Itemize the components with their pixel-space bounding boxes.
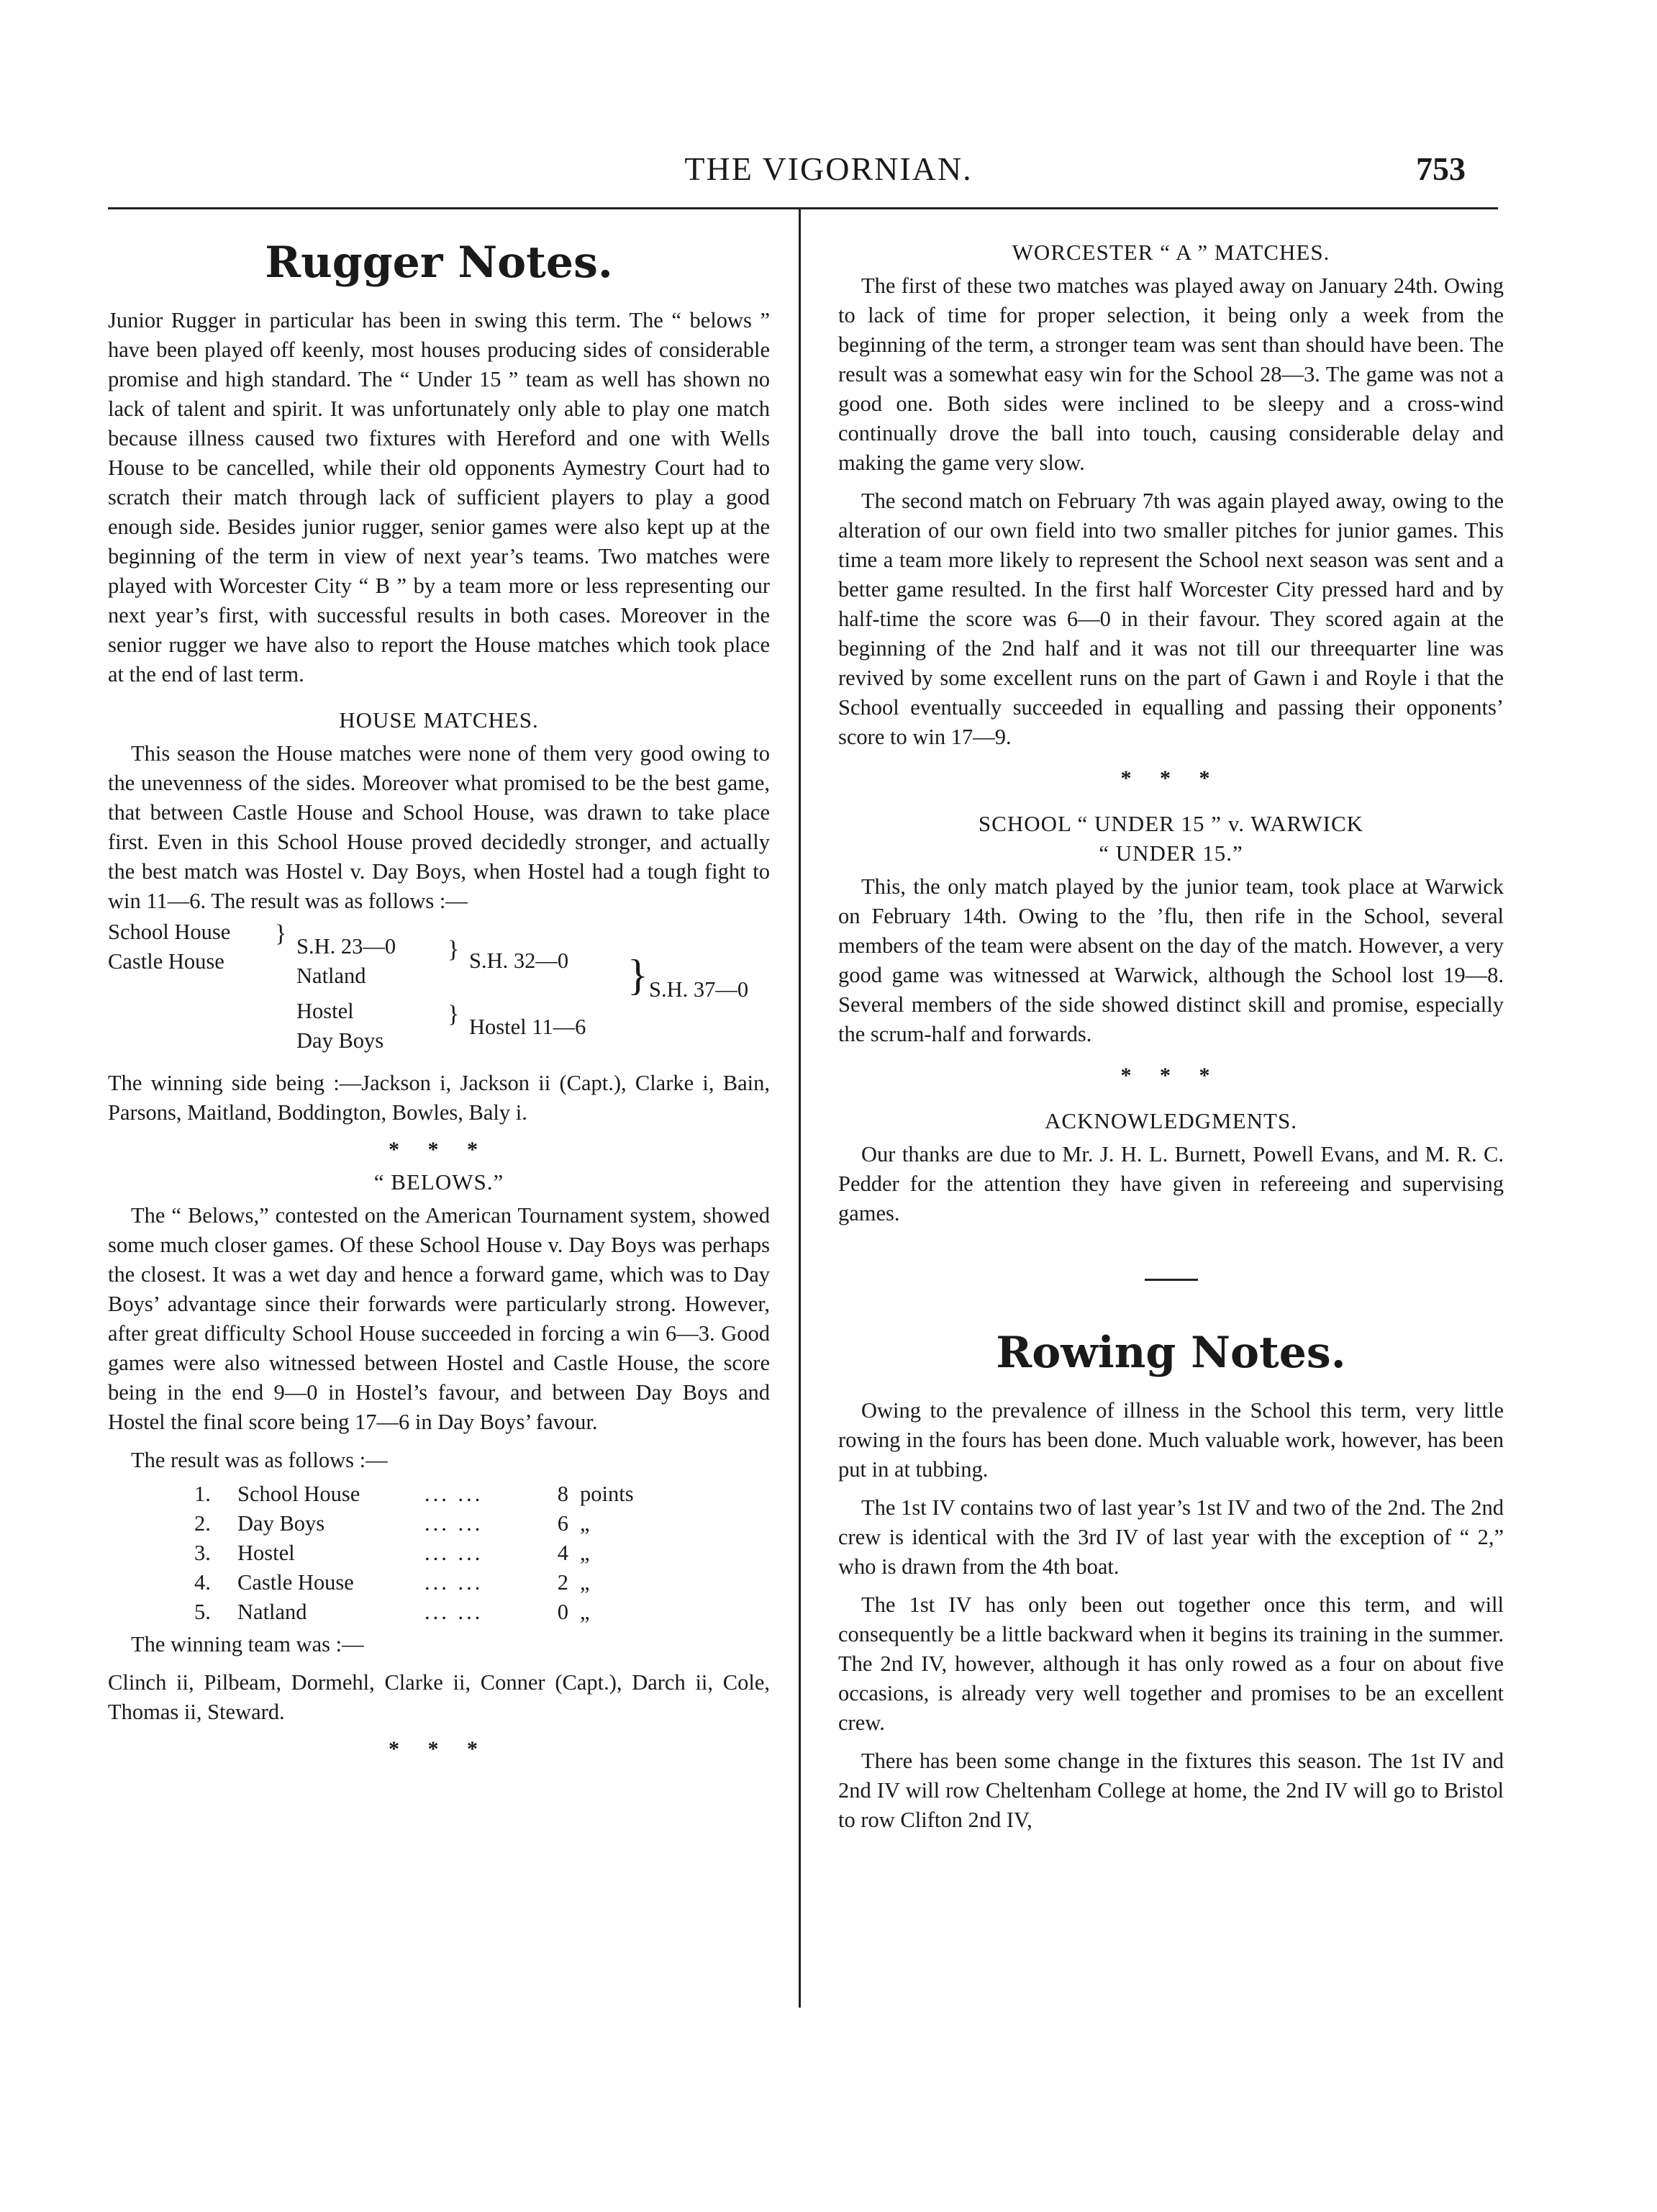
rowing-paragraph-2: The 1st IV contains two of last year’s 1st IV and two of the 2nd. The 2nd crew is identical with the 3rd IV of last year with the exception of “ 2,” who is drawn from the 4th boat. (838, 1495, 1504, 1579)
bracket-team: Day Boys (296, 1028, 384, 1053)
result-points: 8 (557, 1482, 568, 1506)
right-column (838, 216, 1504, 1835)
result-house: Hostel (237, 1541, 295, 1565)
result-unit: „ (580, 1511, 590, 1536)
result-intro: The result was as follows :— (131, 1448, 388, 1472)
result-rank: 5. (194, 1600, 211, 1624)
acknowledgments-heading: ACKNOWLEDGMENTS. (1045, 1108, 1297, 1133)
house-matches-heading: HOUSE MATCHES. (339, 707, 539, 733)
house-matches-paragraph: This season the House matches were none of them very good owing to the unevenness of the sides. Moreover what promised to be the best game, that between Castle House and School House, was drawn to take place first. Even in this School House proved decidedly stronger, and actually the best match was Hostel v. Day Boys, when Hostel had a tough fight to win 11—6. The result was as follows :— (108, 741, 770, 913)
rowing-paragraph-3: The 1st IV has only been out together once this term, and will consequently be a little backward when it begins its training in the summer. The 2nd IV, however, although it has only rowed as a four on about five occasions, is already very well together and promises to be an excellent crew. (838, 1592, 1504, 1735)
result-rank: 3. (194, 1541, 211, 1565)
bracket-brace: } (448, 1001, 460, 1028)
section-asterisks: * * * (389, 1737, 489, 1761)
results-row (194, 1479, 673, 1509)
belows-heading: “ BELOWS.” (373, 1169, 504, 1195)
result-dots: ... ... (425, 1570, 484, 1595)
results-row (194, 1509, 673, 1538)
result-house: Castle House (237, 1570, 354, 1595)
header-rule (108, 207, 1498, 209)
result-points: 4 (557, 1541, 568, 1565)
bracket-team: School House (108, 920, 231, 944)
winning-side-paragraph: The winning side being :—Jackson i, Jackson ii (Capt.), Clarke i, Bain, Parsons, Maitland, Boddington, Bowles, Baly i. (108, 1071, 770, 1125)
result-dots: ... ... (425, 1482, 484, 1506)
results-row (194, 1538, 673, 1568)
rowing-paragraph-1: Owing to the prevalence of illness in the School this term, very little rowing in the fours has been done. Much valuable work, however, has been put in at tubbing. (838, 1398, 1504, 1482)
acknowledgments-paragraph: Our thanks are due to Mr. J. H. L. Burnett, Powell Evans, and M. R. C. Pedder for the attention they have given in refereeing and supervising games. (838, 1142, 1504, 1225)
section-asterisks: * * * (1120, 1064, 1222, 1087)
result-unit: „ (580, 1541, 590, 1565)
result-house: Day Boys (237, 1511, 325, 1536)
result-rank: 4. (194, 1570, 211, 1595)
result-points: 2 (557, 1570, 568, 1595)
bracket-result: Hostel 11—6 (469, 1015, 586, 1039)
worcester-paragraph-1: The first of these two matches was played away on January 24th. Owing to lack of time for proper selection, it being only a week from the beginning of the term, a stronger team was sent than should have been. The result was a somewhat easy win for the School 28—3. The game was not a good one. Both sides were inclined to be sleepy and a cross-wind continually drove the ball into touch, causing considerable delay and making the game very slow. (838, 273, 1504, 475)
column-divider (799, 209, 801, 2008)
result-unit: „ (580, 1570, 590, 1595)
warwick-heading-line-1: SCHOOL “ UNDER 15 ” v. WARWICK (978, 811, 1364, 836)
section-divider (1145, 1279, 1198, 1281)
bracket-result: S.H. 32—0 (469, 948, 569, 973)
result-dots: ... ... (425, 1541, 484, 1565)
bracket-team: Natland (296, 964, 366, 988)
winning-team-intro: The winning team was :— (131, 1632, 364, 1656)
bracket-brace: } (275, 920, 287, 947)
results-row (194, 1597, 673, 1627)
result-unit: „ (580, 1600, 590, 1624)
section-asterisks: * * * (389, 1138, 489, 1161)
section-asterisks: * * * (1120, 766, 1222, 790)
rowing-paragraph-4: There has been some change in the fixtures this season. The 1st IV and 2nd IV will row Cheltenham College at home, the 2nd IV will go to Bristol to row Clifton 2nd IV, (838, 1749, 1504, 1832)
result-points: 6 (557, 1511, 568, 1536)
result-dots: ... ... (425, 1600, 484, 1624)
belows-paragraph: The “ Belows,” contested on the American Tournament system, showed some much closer games. Of these School House v. Day Boys was perhaps the closest. It was a wet day and hence a forward game, which was to Day Boys’ advantage since their forwards were particularly strong. However, after great difficulty School House succeeded in forcing a win 6—3. Good games were also witnessed between Hostel and Castle House, the score being in the end 9—0 in Hostel’s favour, and between Day Boys and Hostel the final score being 17—6 in Day Boys’ favour. (108, 1203, 770, 1434)
left-column (108, 216, 770, 1764)
results-row (194, 1568, 673, 1597)
belows-results-table (194, 1479, 673, 1627)
worcester-heading: WORCESTER “ A ” MATCHES. (1012, 240, 1330, 265)
house-match-bracket (108, 917, 770, 1069)
result-dots: ... ... (425, 1511, 484, 1536)
bracket-brace: } (627, 951, 648, 999)
bracket-result: S.H. 23—0 (296, 934, 396, 958)
result-unit: points (580, 1482, 634, 1506)
result-rank: 2. (194, 1511, 211, 1536)
warwick-heading-line-2: “ UNDER 15.” (1099, 840, 1243, 866)
rugger-notes-title: Rugger Notes. (265, 237, 613, 288)
result-rank: 1. (194, 1482, 211, 1506)
winning-team-paragraph: Clinch ii, Pilbeam, Dormehl, Clarke ii, Conner (Capt.), Darch ii, Cole, Thomas ii, Steward. (108, 1670, 770, 1724)
page-number: 753 (1416, 150, 1466, 187)
rowing-notes-title: Rowing Notes. (996, 1328, 1346, 1378)
result-points: 0 (557, 1600, 568, 1624)
worcester-paragraph-2: The second match on February 7th was again played away, owing to the alteration of our own field into two smaller pitches for junior games. This time a team more likely to represent the School next season was sent and a better game resulted. In the first half Worcester City pressed hard and by half-time the score was 6—0 in their favour. They scored again at the beginning of the 2nd half and it was not till our threequarter line was revived by some excellent runs on the part of Gawn i and Royle i that the School eventually succeeded in equalling and passing their opponents’ score to win 17—9. (838, 489, 1504, 749)
result-house: Natland (237, 1600, 307, 1624)
result-house: School House (237, 1482, 360, 1506)
bracket-result: S.H. 37—0 (649, 977, 749, 1002)
warwick-paragraph: This, the only match played by the junior team, took place at Warwick on February 14th. Owing to the ’flu, then rife in the School, several members of the team were absent on the day of the match. However, a very good game was witnessed at Warwick, although the School lost 19—8. Several members of the side showed distinct skill and promise, especially the scrum-half and forwards. (838, 874, 1504, 1046)
bracket-team: Hostel (296, 999, 354, 1023)
rugger-intro-paragraph: Junior Rugger in particular has been in swing this term. The “ belows ” have been played off keenly, most houses producing sides of considerable promise and high standard. The “ Under 15 ” team as well has shown no lack of talent and spirit. It was unfortunately only able to play one match because illness caused two fixtures with Hereford and one with Wells House to be cancelled, while their old opponents Aymestry Court had to scratch their match through lack of sufficient players to play a good enough side. Besides junior rugger, senior games were also kept up at the beginning of the term in view of next year’s teams. Two matches were played with Worcester City “ B ” by a team more or less representing our next year’s first, with successful results in both cases. Moreover in the senior rugger we have also to report the House matches which took place at the end of last term. (108, 308, 770, 686)
bracket-brace: } (448, 936, 460, 963)
running-title: THE VIGORNIAN. (684, 150, 973, 187)
bracket-team: Castle House (108, 949, 224, 974)
